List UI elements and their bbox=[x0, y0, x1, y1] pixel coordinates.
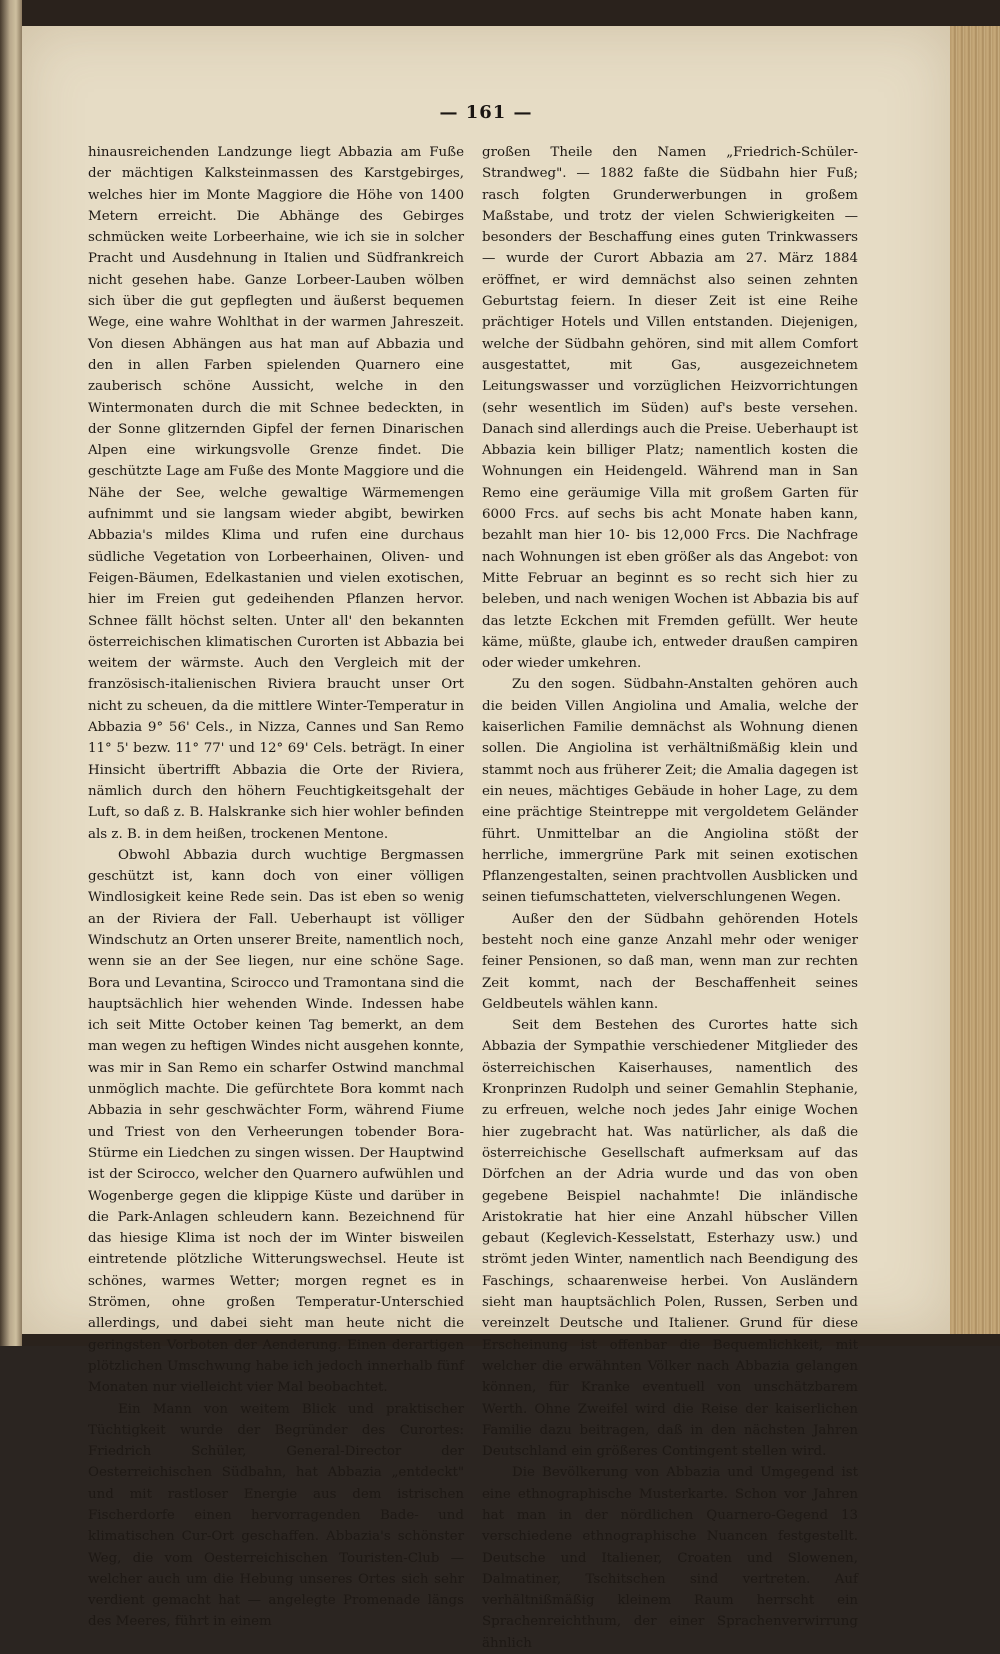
paragraph: Außer den der Südbahn gehörenden Hotels besteht noch eine ganze Anzahl mehr oder weniger feiner Pensionen, so daß man, wenn man zur rechten Zeit kommt, nach der Beschaffenheit seines Geldbeutels wählen kann. bbox=[482, 911, 858, 1012]
paragraph: Zu den sogen. Südbahn-Anstalten gehören auch die beiden Villen Angiolina und Amalia, welche der kaiserlichen Familie demnächst als Wohnung dienen sollen. Die Angiolina ist verhältnißmäßig klein und stammt noch aus früherer Zeit; die Amalia dagegen ist ein neues, mächtiges Gebäude in hoher Lage, zu dem eine prächtige Steintreppe mit vergoldetem Geländer führt. Unmittelbar an die Angiolina stößt der herrliche, immergrüne Park mit seinen exotischen Pflanzengestalten, seinen prachtvollen Ausblicken und seinen tiefumschatteten, vielverschlungenen Wegen. bbox=[482, 677, 858, 906]
right-text-column bbox=[482, 142, 858, 1654]
paragraph: hinausreichenden Landzunge liegt Abbazia am Fuße der mächtigen Kalksteinmassen des Karstgebirges, welches hier im Monte Maggiore die Höhe von 1400 Metern erreicht. Die Abhänge des Gebirges schmücken weite Lorbeerhaine, wie ich sie in solcher Pracht und Ausdehnung in Italien und Südfrankreich nicht gesehen habe. Ganze Lorbeer-Lauben wölben sich über die gut gepflegten und äußerst bequemen Wege, eine wahre Wohlthat in der warmen Jahreszeit. Von diesen Abhängen aus hat man auf Abbazia und den in allen Farben spielenden Quarnero eine zauberisch schöne Aussicht, welche in den Wintermonaten durch die mit Schnee bedeckten, in der Sonne glitzernden Gipfel der fernen Dinarischen Alpen eine wirkungsvolle Grenze findet. Die geschützte Lage am Fuße des Monte Maggiore und die Nähe der See, welche gewaltige Wärmemengen aufnimmt und sie langsam wieder abgibt, bewirken Abbazia's mildes Klima und rufen eine durchaus südliche Vegetation von Lorbeerhainen, Oliven- und Feigen-Bäumen, Edelkastanien und vielen exotischen, hier im Freien gut gedeihenden Pflanzen hervor. Schnee fällt höchst selten. Unter all' den bekannten österreichischen klimatischen Curorten ist Abbazia bei weitem der wärmste. Auch den Vergleich mit der französisch-italienischen Riviera braucht unser Ort nicht zu scheuen, da die mittlere Winter-Temperatur in Abbazia 9° 56' Cels., in Nizza, Cannes und San Remo 11° 5' bezw. 11° 77' und 12° 69' Cels. beträgt. In einer Hinsicht übertrifft Abbazia die Orte der Riviera, nämlich durch den höhern Feuchtigkeitsgehalt der Luft, so daß z. B. Halskranke sich hier wohler befinden als z. B. in dem heißen, trockenen Mentone. bbox=[88, 145, 464, 842]
paragraph: Die Bevölkerung von Abbazia und Umgegend ist eine ethnographische Musterkarte. Schon vor Jahren hat man in der nördlichen Quarnero-Gegend 13 verschiedene ethnographische Nuancen festgestellt. Deutsche und Italiener, Croaten und Slowenen, Dalmatiner, Tschitschen sind vertreten. Auf verhältnißmäßig kleinem Raum herrscht ein Sprachenreichthum, der einer Sprachenverwirrung ähnlich bbox=[482, 1465, 858, 1651]
paragraph: großen Theile den Namen „Friedrich-Schüler-Strandweg". — 1882 faßte die Südbahn hier Fuß; rasch folgten Grunderwerbungen in großem Maßstabe, und trotz der vielen Schwierigkeiten — besonders der Beschaffung eines guten Trinkwassers — wurde der Curort Abbazia am 27. März 1884 eröffnet, er wird demnächst also seinen zehnten Geburtstag feiern. In dieser Zeit ist eine Reihe prächtiger Hotels und Villen entstanden. Diejenigen, welche der Südbahn gehören, sind mit allem Comfort ausgestattet, mit Gas, ausgezeichnetem Leitungswasser und vorzüglichen Heizvorrichtungen (sehr wesentlich im Süden) auf's beste versehen. Danach sind allerdings auch die Preise. Ueberhaupt ist Abbazia kein billiger Platz; namentlich kosten die Wohnungen ein Heidengeld. Während man in San Remo eine geräumige Villa mit großem Garten für 6000 Frcs. auf sechs bis acht Monate haben kann, bezahlt man hier 10- bis 12,000 Frcs. Die Nachfrage nach Wohnungen ist eben größer als das Angebot: von Mitte Februar an beginnt es so recht sich hier zu beleben, und nach wenigen Wochen ist Abbazia bis auf das letzte Eckchen mit Fremden gefüllt. Wer heute käme, müßte, glaube ich, entweder draußen campiren oder wieder umkehren. bbox=[482, 145, 858, 672]
paragraph: Seit dem Bestehen des Curortes hatte sich Abbazia der Sympathie verschiedener Mitglieder des österreichischen Kaiserhauses, namentlich des Kronprinzen Rudolph und seiner Gemahlin Stephanie, zu erfreuen, welche noch jedes Jahr einige Wochen hier zugebracht hat. Was natürlicher, als daß die österreichische Gesellschaft aufmerksam auf das Dörfchen an der Adria wurde und das von oben gegebene Beispiel nachahmte! Die inländische Aristokratie hat hier eine Anzahl hübscher Villen gebaut (Keglevich-Kesselstatt, Esterhazy usw.) und strömt jeden Winter, namentlich nach Beendigung des Faschings, schaarenweise herbei. Von Ausländern sieht man hauptsächlich Polen, Russen, Serben und vereinzelt Deutsche und Italiener. Grund für diese Erscheinung ist offenbar die Bequemlichkeit, mit welcher die erwähnten Völker nach Abbazia gelangen können, für Kranke eventuell von unschätzbarem Werth. Ohne Zweifel wird die Reise der kaiserlichen Familie dazu beitragen, daß in den nächsten Jahren Deutschland ein größeres Contingent stellen wird. bbox=[482, 1018, 858, 1460]
left-text-column bbox=[88, 142, 464, 1633]
paragraph: Obwohl Abbazia durch wuchtige Bergmassen geschützt ist, kann doch von einer völligen Windlosigkeit keine Rede sein. Das ist eben so wenig an der Riviera der Fall. Ueberhaupt ist völliger Windschutz an Orten unserer Breite, namentlich noch, wenn sie an der See liegen, nur eine schöne Sage. Bora und Levantina, Scirocco und Tramontana sind die hauptsächlich hier wehenden Winde. Indessen habe ich seit Mitte October keinen Tag bemerkt, an dem man wegen zu heftigen Windes nicht ausgehen konnte, was mir in San Remo ein scharfer Ostwind manchmal unmöglich machte. Die gefürchtete Bora kommt nach Abbazia in sehr geschwächter Form, während Fiume und Triest von den Verheerungen tobender Bora-Stürme ein Liedchen zu singen wissen. Der Hauptwind ist der Scirocco, welcher den Quarnero aufwühlen und Wogenberge gegen die klippige Küste und darüber in die Park-Anlagen schleudern kann. Bezeichnend für das hiesige Klima ist noch der im Winter bisweilen eintretende plötzliche Witterungswechsel. Heute ist schönes, warmes Wetter; morgen regnet es in Strömen, ohne großen Temperatur-Unterschied allerdings, und dabei sieht man heute nicht die geringsten Vorboten der Aenderung. Einen derartigen plötzlichen Umschwung habe ich jedoch innerhalb fünf Monaten nur vielleicht vier Mal beobachtet. bbox=[88, 847, 464, 1396]
page-block-edge bbox=[950, 26, 1000, 1334]
book-page bbox=[22, 26, 950, 1651]
paragraph: Ein Mann von weitem Blick und praktischer Tüchtigkeit wurde der Begründer des Curortes: Friedrich Schüler, General-Director der Oesterreichischen Südbahn, hat Abbazia „entdeckt" und mit rastloser Energie aus dem istrischen Fischerdorfe einen hervorragenden Bade- und klimatischen Cur-Ort geschaffen. Abbazia's schönster Weg, die vom Oesterreichischen Touristen-Club — welcher auch um die Hebung unseres Ortes sich sehr verdient gemacht hat — angelegte Promenade längs des Meeres, führt in einem bbox=[88, 1401, 464, 1630]
previous-page-edge bbox=[0, 0, 22, 1346]
page-number: — 161 — bbox=[439, 102, 533, 123]
